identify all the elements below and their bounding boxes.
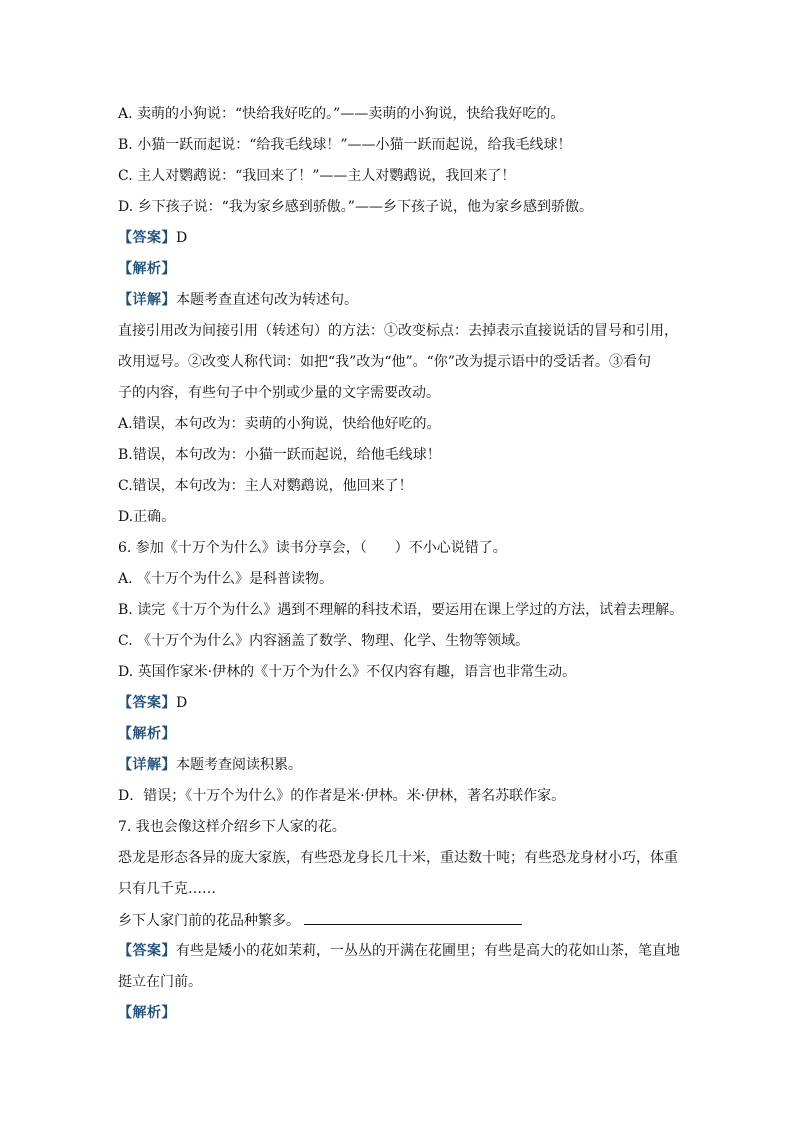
q7-answer — [118, 941, 680, 961]
q5-explain-a: A.错误，本句改为：卖萌的小狗说，快给他好吃的。 — [118, 416, 441, 432]
q7-prompt — [118, 910, 522, 931]
q6-option-c: C. 《十万个为什么》内容涵盖了数学、物理、化学、生物等领域。 — [118, 633, 530, 649]
q7-analysis — [118, 1003, 176, 1023]
q6-explain-d: D．错误；《十万个为什么》的作者是米·伊林。米·伊林，著名苏联作家。 — [118, 788, 566, 804]
q7-example-line-1: 恐龙是形态各异的庞大家族，有些恐龙身长几十米，重达数十吨；有些恐龙身材小巧，体重 — [118, 850, 678, 866]
detail-text: 本题考查阅读积累。 — [176, 757, 302, 773]
q5-explain-b: B.错误，本句改为：小猫一跃而起说，给他毛线球！ — [118, 447, 441, 463]
q5-explain-d: D.正确。 — [118, 509, 176, 525]
answer-text-line-1: 有些是矮小的花如茉莉，一丛丛的开满在花圃里；有些是高大的花如山茶，笔直地 — [176, 943, 680, 959]
answer-value: D — [176, 230, 188, 246]
q6-option-a: A. 《十万个为什么》是科普读物。 — [118, 571, 334, 587]
q5-option-d: D. 乡下孩子说：“我为家乡感到骄傲。”——乡下孩子说，他为家乡感到骄傲。 — [118, 199, 593, 215]
detail-text: 本题考查直述句改为转述句。 — [176, 292, 358, 308]
analysis-tag: 【解析】 — [118, 726, 176, 742]
q7-example-line-2: 只有几千克…… — [118, 881, 216, 897]
detail-tag: 【详解】 — [118, 757, 176, 773]
q6-answer — [118, 693, 187, 713]
q6-option-b: B. 读完《十万个为什么》遇到不理解的科技术语，要运用在课上学过的方法，试着去理解。 — [118, 602, 684, 618]
answer-tag: 【答案】 — [118, 943, 176, 959]
q6-analysis — [118, 724, 176, 744]
q5-answer — [118, 228, 187, 248]
q5-option-a: A. 卖萌的小狗说：“快给我好吃的。”——卖萌的小狗说，快给我好吃的。 — [118, 106, 565, 122]
answer-value: D — [176, 695, 188, 711]
q5-explain-c: C.错误，本句改为：主人对鹦鹉说，他回来了！ — [118, 478, 413, 494]
q5-detail — [118, 290, 358, 310]
detail-tag: 【详解】 — [118, 292, 176, 308]
q6-detail — [118, 755, 302, 775]
q5-method-line-3: 子的内容，有些句子中个别或少量的文字需要改动。 — [118, 385, 440, 401]
q5-option-b: B. 小猫一跃而起说：“给我毛线球！”——小猫一跃而起说，给我毛线球！ — [118, 137, 572, 153]
q7-answer-line-2: 挺立在门前。 — [118, 974, 202, 990]
q5-method-line-1: 直接引用改为间接引用（转述句）的方法：①改变标点：去掉表示直接说话的冒号和引用， — [118, 323, 678, 339]
q6-option-d: D. 英国作家米·伊林的《十万个为什么》不仅内容有趣，语言也非常生动。 — [118, 664, 577, 680]
q6-question: 6. 参加《十万个为什么》读书分享会，（ ）不小心说错了。 — [118, 540, 507, 556]
q7-question: 7. 我也会像这样介绍乡下人家的花。 — [118, 819, 346, 835]
q5-option-c: C. 主人对鹦鹉说：“我回来了！”——主人对鹦鹉说，我回来了！ — [118, 168, 516, 184]
analysis-tag: 【解析】 — [118, 261, 176, 277]
answer-tag: 【答案】 — [118, 230, 176, 246]
answer-tag: 【答案】 — [118, 695, 176, 711]
prompt-text: 乡下人家门前的花品种繁多。 — [118, 913, 300, 929]
answer-blank — [304, 910, 522, 925]
q5-analysis — [118, 259, 176, 279]
q5-method-line-2: 改用逗号。②改变人称代词：如把“我”改为“他”。“你”改为提示语中的受话者。③看句 — [118, 354, 651, 370]
analysis-tag: 【解析】 — [118, 1005, 176, 1021]
